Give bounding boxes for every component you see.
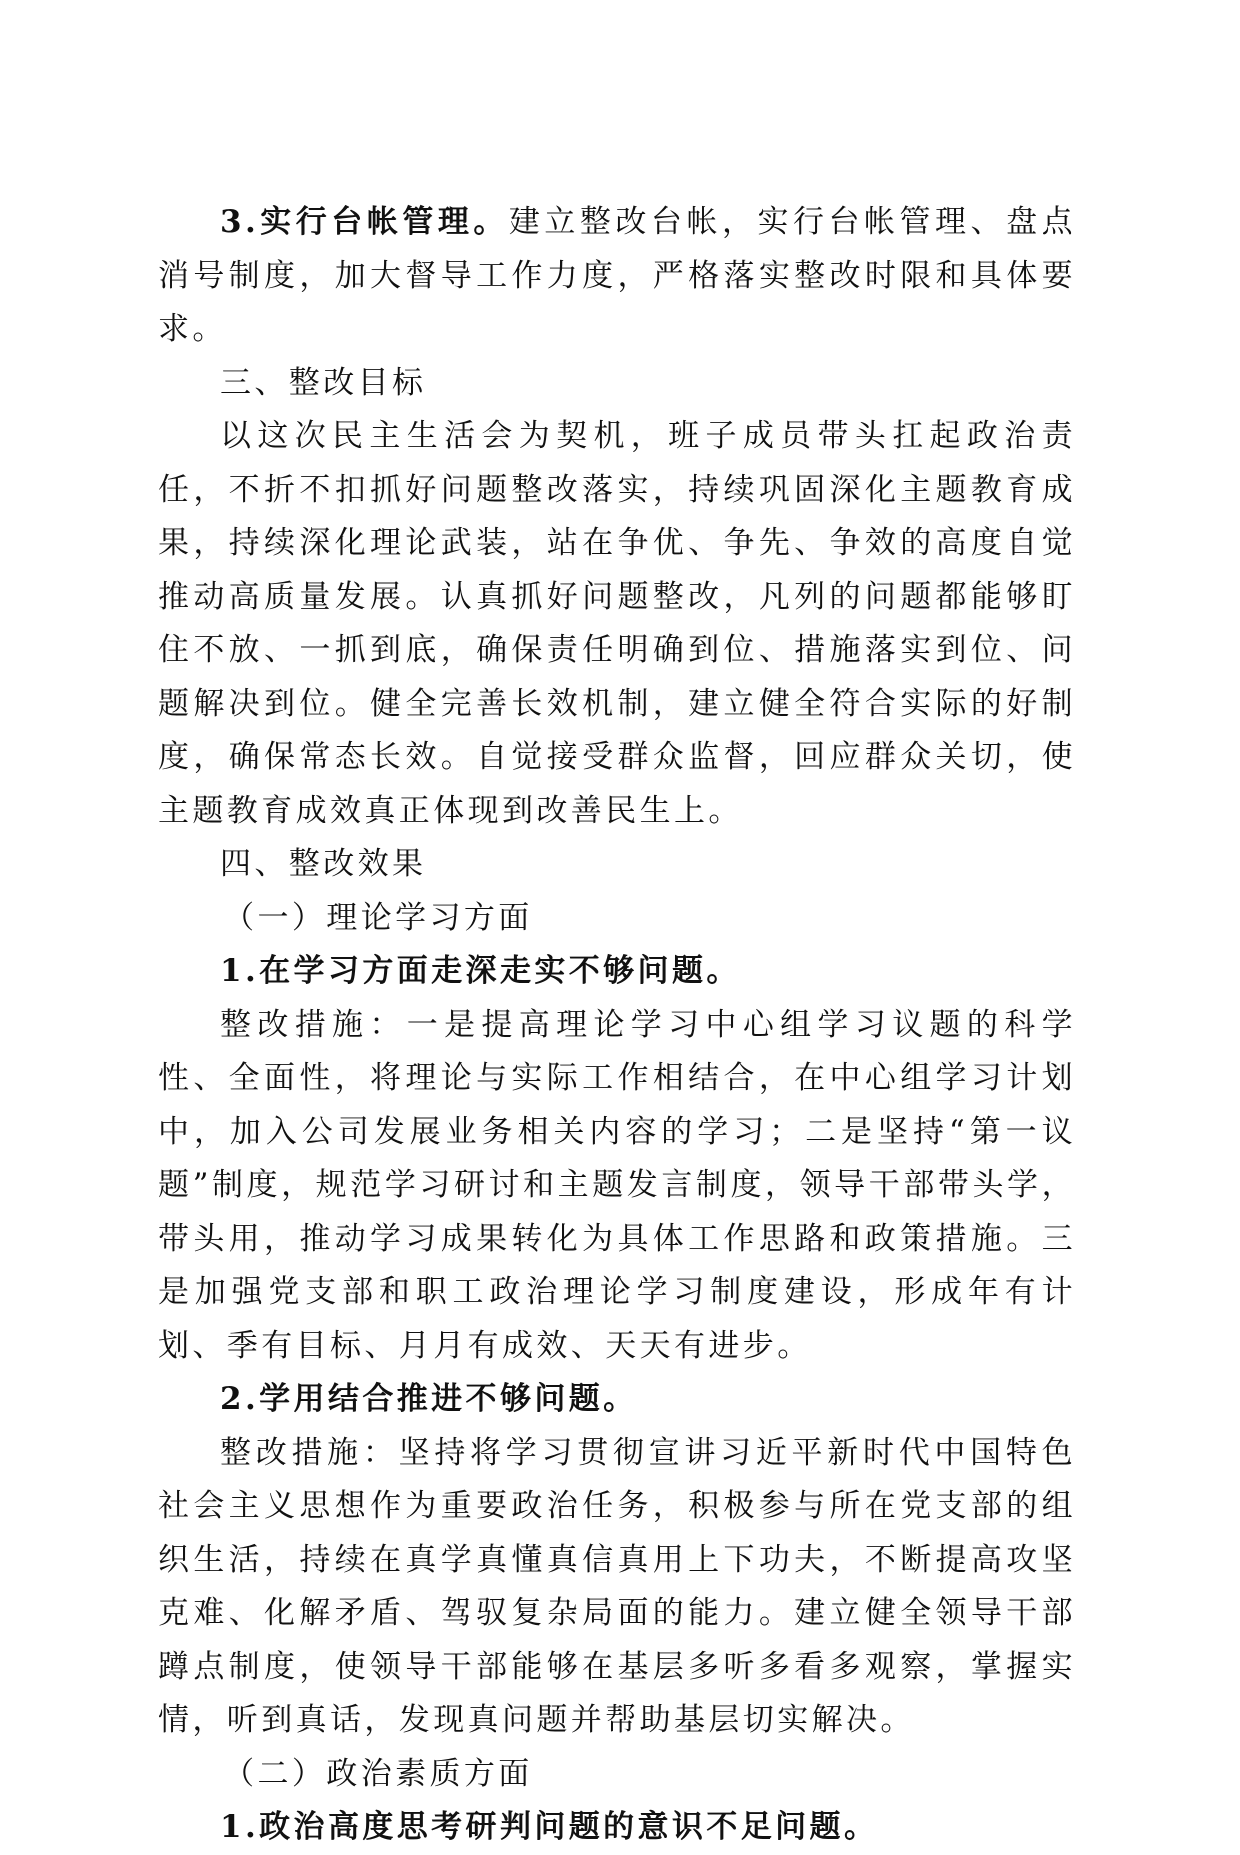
issue-heading-study-application: 2.学用结合推进不够问题。 [220, 1381, 638, 1417]
section-heading-goals: 三、整改目标 [220, 364, 427, 401]
paragraph-text: 建立整改台帐，实行台帐管理、盘点消号制度，加大督导工作力度，严格落实整改时限和具体要求。 [158, 204, 1076, 347]
paragraph-lead: 3.实行台帐管理。 [220, 204, 509, 240]
paragraph-measures-application: 整改措施：坚持将学习贯彻宣讲习近平新时代中国特色社会主义思想作为重要政治任务，积极参与所在党支部的组织生活，持续在真学真懂真信真用上下功夫，不断提高攻坚克难、化解矛盾、驾驭复杂局面的能力。建立健全领导干部蹲点制度，使领导干部能够在基层多听多看多观察，掌握实情，听到真话，发现真问题并帮助基层切实解决。 [158, 1434, 1076, 1738]
paragraph-goals: 以这次民主生活会为契机，班子成员带头扛起政治责任，不折不扣抓好问题整改落实，持续巩固深化主题教育成果，持续深化理论武装，站在争优、争先、争效的高度自觉推动高质量发展。认真抓好问题整改，凡列的问题都能够盯住不放、一抓到底，确保责任明确到位、措施落实到位、问题解决到位。健全完善长效机制，建立健全符合实际的好制度，确保常态长效。自觉接受群众监督，回应群众关切，使主题教育成效真正体现到改善民生上。 [158, 418, 1076, 829]
issue-heading-political-awareness: 1.政治高度思考研判问题的意识不足问题。 [220, 1809, 879, 1845]
subsection-heading-political: （二）政治素质方面 [223, 1755, 533, 1792]
issue-heading-study-depth: 1.在学习方面走深走实不够问题。 [220, 953, 741, 989]
section-heading-effects: 四、整改效果 [220, 846, 427, 882]
subsection-heading-theory: （一）理论学习方面 [223, 899, 533, 936]
document-body [158, 196, 1076, 1855]
paragraph-ledger-management [158, 196, 1076, 357]
paragraph-measures-study: 整改措施：一是提高理论学习中心组学习议题的科学性、全面性，将理论与实际工作相结合，在中心组学习计划中，加入公司发展业务相关内容的学习；二是坚持“第一议题”制度，规范学习研讨和主题发言制度，领导干部带头学，带头用，推动学习成果转化为具体工作思路和政策措施。三是加强党支部和职工政治理论学习制度建设，形成年有计划、季有目标、月月有成效、天天有进步。 [158, 1006, 1076, 1364]
